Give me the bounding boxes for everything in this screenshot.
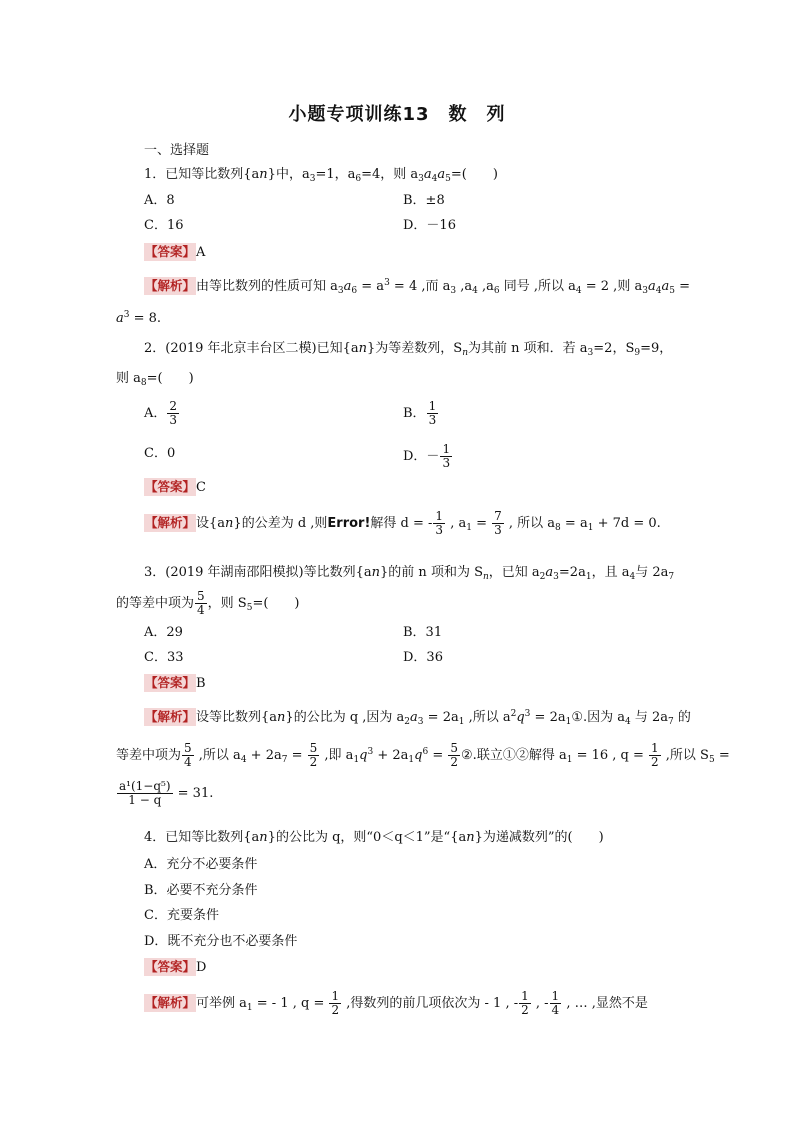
q2-option-a: A． $\frac{2}{3}$ <box>144 399 178 427</box>
q3-answer: 【答案】B <box>145 675 206 691</box>
q4-analysis: 【解析】可举例 $a_1$ = - 1 , q = $\frac{1}{2}$ ,得数列的前几项依次为 - 1 , - $\frac{1}{2}$ , - $\frac{1}{4}$ , … ,显然不是 <box>145 989 648 1017</box>
q3-analysis-line-3: $\frac{\text{a¹(1−q⁵)}}{1 - q}$ = 31. <box>119 779 214 807</box>
fraction: $\frac{1}{3}$ <box>442 442 451 470</box>
q4-option-c: C．充要条件 <box>144 908 219 923</box>
q4-answer: 【答案】D <box>145 959 207 975</box>
answer-tag: 【答案】 <box>145 244 196 259</box>
q3-option-b: B．31 <box>403 625 443 640</box>
q1-answer: 【答案】A <box>145 244 206 260</box>
q3-option-d: D．36 <box>403 650 443 665</box>
question-4-stem: 4．已知等比数列{an}的公比为 q，则“0＜q＜1”是“{an}为递减数列”的( ) <box>144 830 604 845</box>
q1-option-c: C．16 <box>144 218 184 233</box>
q1-option-a: A．8 <box>144 193 175 208</box>
fraction: $\frac{2}{3}$ <box>169 399 178 427</box>
question-2-stem-line-1: 2．(2019 年北京丰台区二模)已知{an}为等差数列，$S_n$为其前 n 项和．若 $a_3=2$，$S_9=9$， <box>144 341 673 358</box>
q4-option-a: A．充分不必要条件 <box>144 857 258 872</box>
section-heading: 一、选择题 <box>144 143 210 158</box>
q3-analysis-line-2: 等差中项为 $\frac{5}{4}$ ,所以 $a_4 + 2a_7$ = $\frac{5}{2}$ ,即 $a_1q^3 + 2a_1q^6$ = $\frac{5}{2}$ ②.联立①②解得 $a_1 = 16$ , q = $\frac{1}{2}$ ,所以 $S_5$ = <box>116 741 730 769</box>
q2-option-c: C．0 <box>144 446 176 461</box>
page-title: 小题专项训练13 数 列 <box>288 104 506 125</box>
q1-analysis-line-2: $a^3 = 8$. <box>116 310 162 326</box>
question-1-stem: 1．已知等比数列{an}中，$a_3=1$，$a_6=4$，则 $a_3a_4a_5=$( ) <box>144 167 498 184</box>
q4-option-b: B．必要不充分条件 <box>144 883 258 898</box>
q2-option-d: D．－ $\frac{1}{3}$ <box>403 442 451 470</box>
q3-option-a: A．29 <box>144 625 183 640</box>
question-3-stem-line-2: 的等差中项为 $\frac{5}{4}$ ，则 $S_5=$( ) <box>116 589 300 617</box>
q2-answer: 【答案】C <box>145 479 206 495</box>
q3-analysis-line-1: 【解析】设等比数列{an}的公比为 q ,因为 $a_2a_3 = 2a_1$ ,所以 $a^2q^3$ = $2a_1①$.因为 $a_4$ 与 $2a_7$ 的 <box>145 709 691 727</box>
analysis-tag: 【解析】 <box>145 278 196 293</box>
q3-option-c: C．33 <box>144 650 184 665</box>
q2-analysis: 【解析】设{an}的公差为 d ,则Error!解得 d = - $\frac{1}{3}$ , $a_1$ = $\frac{7}{3}$ , 所以 $a_8 = a_1 + 7d = 0$. <box>145 509 661 537</box>
q1-analysis-line-1: 【解析】由等比数列的性质可知 $a_3a_6 = a^3 = 4$ ,而 $a_3$ $,a_4$ $,a_6$ 同号 ,所以 $a_4 = 2$ ,则 $a_3a_4a_5$ = <box>145 278 690 296</box>
q4-option-d: D．既不充分也不必要条件 <box>144 934 298 949</box>
fraction: $\frac{1}{3}$ <box>428 399 437 427</box>
q1-option-b: B．±8 <box>403 193 445 208</box>
q2-option-b: B． $\frac{1}{3}$ <box>403 399 437 427</box>
question-2-stem-line-2: 则 $a_8=$( ) <box>116 371 194 388</box>
q1-option-d: D．－16 <box>403 218 456 233</box>
question-3-stem-line-1: 3．(2019 年湖南邵阳模拟)等比数列{an}的前 n 项和为 $S_n$，已知 $a_2a_3=2a_1$，且 $a_4$与 $2a_7$ <box>144 565 675 582</box>
